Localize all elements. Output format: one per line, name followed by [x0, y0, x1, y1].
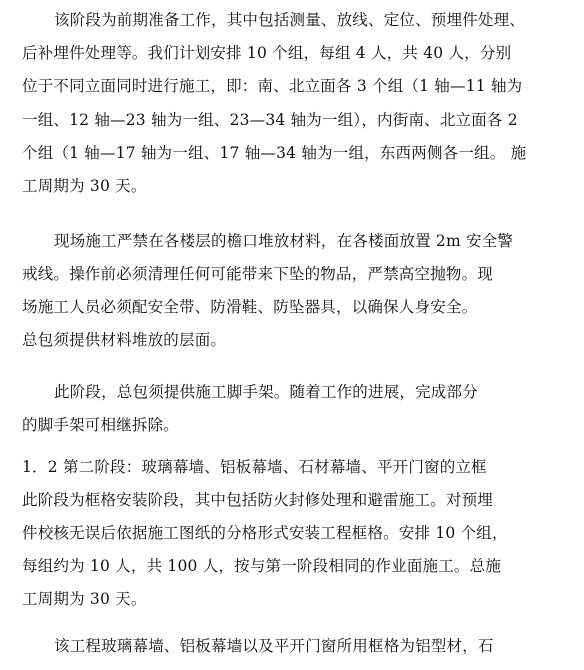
paragraph-line: 工周期为 30 天。 — [22, 177, 147, 195]
paragraph-line: 该工程玻璃幕墙、铝板幕墙以及平开门窗所用框格为铝型材，石 — [54, 637, 494, 655]
paragraph-line: 件校核无误后依据施工图纸的分格形式安装工程框格。安排 10 个组， — [22, 524, 508, 542]
paragraph-line: 戒线。操作前必须清理任何可能带来下坠的物品，严禁高空抛物。现 — [22, 265, 494, 283]
paragraph-line: 个组（1 轴—17 轴为一组、17 轴—34 轴为一组，东西两侧各一组。 施 — [22, 144, 527, 162]
paragraph-line: 此阶段，总包须提供施工脚手架。随着工作的进展，完成部分 — [54, 383, 478, 401]
paragraph-line: 该阶段为前期准备工作，其中包括测量、放线、定位、预埋件处理、 — [54, 11, 526, 29]
paragraph-line: 一组、12 轴—23 轴为一组、23—34 轴为一组），内街南、北立面各 2 — [22, 111, 518, 129]
paragraph-line: 位于不同立面同时进行施工，即：南、北立面各 3 个组（1 轴—11 轴为 — [22, 77, 523, 95]
paragraph-line: 总包须提供材料堆放的层面。 — [22, 331, 227, 349]
section-heading: 1．2 第二阶段：玻璃幕墙、铝板幕墙、石材幕墙、平开门窗的立框 — [22, 458, 487, 476]
paragraph-line: 此阶段为框格安装阶段，其中包括防火封修处理和避雷施工。对预埋 — [22, 491, 494, 509]
paragraph-line: 现场施工严禁在各楼层的檐口堆放材料，在各楼面放置 2m 安全警 — [54, 232, 514, 250]
paragraph-line: 场施工人员必须配安全带、防滑鞋、防坠器具，以确保人身安全。 — [22, 298, 478, 316]
paragraph-line: 每组约为 10 人，共 100 人，按与第一阶段相同的作业面施工。总施 — [22, 557, 502, 575]
paragraph-line: 工周期为 30 天。 — [22, 590, 147, 608]
paragraph-line: 后补埋件处理等。我们计划安排 10 个组，每组 4 人，共 40 人，分别 — [22, 44, 512, 62]
paragraph-line: 的脚手架可相继拆除。 — [22, 416, 180, 434]
